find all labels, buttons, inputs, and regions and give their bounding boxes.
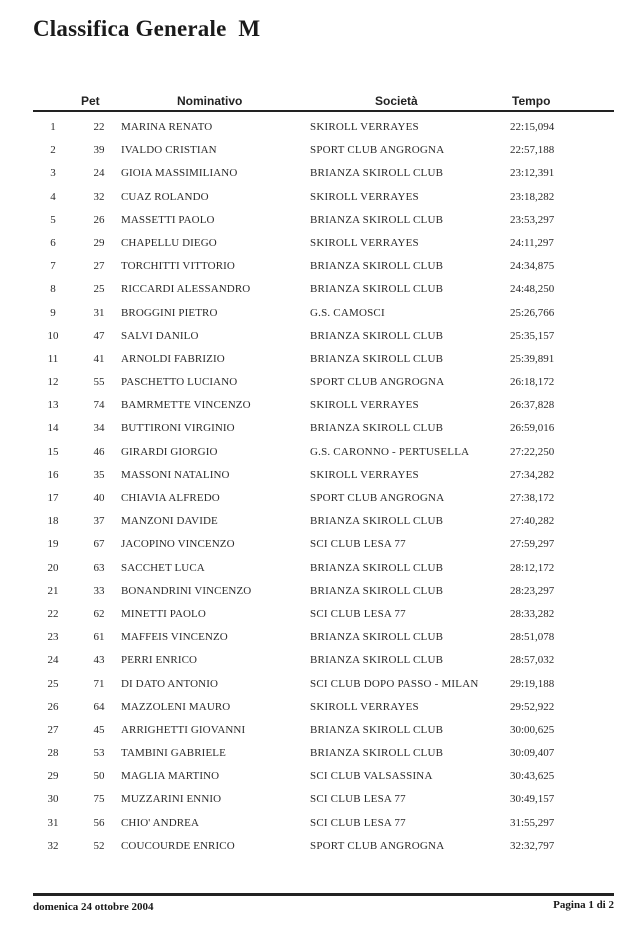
rank-cell: 5 (50, 213, 56, 226)
rank-cell: 1 (50, 121, 56, 133)
time-cell: 22:15,094 (510, 121, 555, 133)
athlete-name-cell: CUAZ ROLANDO (121, 190, 209, 203)
table-row (0, 488, 644, 511)
bib-number-cell: 55 (93, 376, 105, 389)
athlete-name-cell: IVALDO CRISTIAN (121, 144, 217, 157)
column-header-pet: Pet (81, 94, 100, 108)
table-row (0, 279, 644, 302)
rank-cell: 28 (47, 747, 59, 760)
rank-cell: 11 (47, 352, 59, 365)
club-cell: SKIROLL VERRAYES (310, 468, 419, 481)
club-cell: SPORT CLUB ANGROGNA (310, 376, 445, 389)
time-cell: 28:33,282 (510, 607, 555, 620)
athlete-name-cell: SACCHET LUCA (121, 561, 205, 574)
rank-cell: 25 (47, 677, 59, 690)
table-row (0, 187, 644, 210)
athlete-name-cell: CHAPELLU DIEGO (121, 236, 217, 249)
bib-number-cell: 33 (93, 584, 105, 597)
time-cell: 31:55,297 (510, 816, 555, 829)
club-cell: SKIROLL VERRAYES (310, 190, 419, 203)
rank-cell: 13 (47, 399, 59, 412)
bib-number-cell: 39 (93, 144, 105, 157)
bib-number-cell: 26 (93, 213, 105, 226)
table-row (0, 140, 644, 163)
page-title: Classifica Generale M (33, 16, 261, 41)
athlete-name-cell: GIOIA MASSIMILIANO (121, 167, 238, 180)
bib-number-cell: 62 (93, 607, 105, 620)
time-cell: 22:57,188 (510, 144, 555, 157)
bib-number-cell: 64 (93, 700, 105, 713)
time-cell: 24:34,875 (510, 260, 555, 273)
rank-cell: 29 (47, 770, 59, 783)
club-cell: SPORT CLUB ANGROGNA (310, 492, 445, 504)
bib-number-cell: 40 (93, 492, 105, 504)
table-row (0, 720, 644, 743)
club-cell: BRIANZA SKIROLL CLUB (310, 283, 444, 296)
rank-cell: 30 (47, 793, 59, 806)
rank-cell: 21 (47, 584, 59, 597)
bib-number-cell: 29 (93, 236, 105, 249)
time-cell: 26:18,172 (510, 376, 555, 389)
time-cell: 23:12,391 (510, 167, 555, 180)
club-cell: BRIANZA SKIROLL CLUB (310, 723, 444, 736)
table-row (0, 442, 644, 465)
time-cell: 27:59,297 (510, 538, 555, 551)
club-cell: SCI CLUB LESA 77 (310, 816, 406, 829)
time-cell: 24:11,297 (510, 236, 554, 249)
club-cell: SCI CLUB VALSASSINA (310, 770, 433, 783)
time-cell: 27:34,282 (510, 468, 555, 481)
athlete-name-cell: CHIO' ANDREA (121, 816, 200, 829)
table-row (0, 697, 644, 720)
rank-cell: 8 (50, 283, 56, 296)
rank-cell: 31 (47, 816, 59, 829)
club-cell: BRIANZA SKIROLL CLUB (310, 631, 444, 644)
time-cell: 26:37,828 (510, 399, 555, 412)
time-cell: 25:39,891 (510, 352, 555, 365)
bib-number-cell: 43 (93, 654, 105, 667)
club-cell: SPORT CLUB ANGROGNA (310, 144, 445, 157)
bib-number-cell: 67 (93, 538, 105, 551)
club-cell: G.S. CARONNO - PERTUSELLA (310, 445, 470, 458)
table-row (0, 117, 644, 140)
club-cell: BRIANZA SKIROLL CLUB (310, 213, 444, 226)
table-row (0, 581, 644, 604)
time-cell: 25:26,766 (510, 306, 555, 319)
footer-page-number: Pagina 1 di 2 (553, 899, 614, 911)
rank-cell: 12 (47, 376, 59, 389)
time-cell: 28:23,297 (510, 584, 555, 597)
table-row (0, 256, 644, 279)
athlete-name-cell: MAFFEIS VINCENZO (121, 631, 228, 644)
table-row (0, 534, 644, 557)
club-cell: SKIROLL VERRAYES (310, 236, 419, 249)
rank-cell: 16 (47, 468, 59, 481)
club-cell: SCI CLUB LESA 77 (310, 538, 406, 551)
athlete-name-cell: MARINA RENATO (121, 121, 213, 133)
time-cell: 27:38,172 (510, 492, 555, 504)
column-header-societa: Società (375, 94, 418, 108)
time-cell: 30:00,625 (510, 723, 555, 736)
club-cell: BRIANZA SKIROLL CLUB (310, 352, 444, 365)
time-cell: 25:35,157 (510, 329, 555, 342)
club-cell: BRIANZA SKIROLL CLUB (310, 561, 444, 574)
time-cell: 30:43,625 (510, 770, 555, 783)
athlete-name-cell: TAMBINI GABRIELE (121, 747, 226, 760)
rank-cell: 2 (50, 144, 56, 157)
bib-number-cell: 47 (93, 329, 105, 342)
athlete-name-cell: CHIAVIA ALFREDO (121, 492, 220, 504)
header-divider (33, 110, 614, 112)
bib-number-cell: 37 (93, 515, 105, 528)
bib-number-cell: 50 (93, 770, 105, 783)
club-cell: G.S. CAMOSCI (310, 306, 385, 319)
bib-number-cell: 75 (93, 793, 105, 806)
athlete-name-cell: ARNOLDI FABRIZIO (121, 352, 225, 365)
club-cell: SKIROLL VERRAYES (310, 121, 419, 133)
time-cell: 32:32,797 (510, 839, 555, 852)
rank-cell: 15 (47, 445, 59, 458)
club-cell: BRIANZA SKIROLL CLUB (310, 654, 444, 667)
table-row (0, 349, 644, 372)
athlete-name-cell: MASSONI NATALINO (121, 468, 230, 481)
athlete-name-cell: MANZONI DAVIDE (121, 515, 218, 528)
athlete-name-cell: MAZZOLENI MAURO (121, 700, 231, 713)
club-cell: BRIANZA SKIROLL CLUB (310, 747, 444, 760)
club-cell: BRIANZA SKIROLL CLUB (310, 260, 444, 273)
rank-cell: 14 (47, 422, 59, 435)
rank-cell: 24 (47, 654, 59, 667)
table-row (0, 233, 644, 256)
table-row (0, 395, 644, 418)
results-table (0, 117, 644, 859)
time-cell: 28:57,032 (510, 654, 555, 667)
rank-cell: 22 (47, 607, 59, 620)
rank-cell: 9 (50, 306, 56, 319)
club-cell: SPORT CLUB ANGROGNA (310, 839, 445, 852)
time-cell: 24:48,250 (510, 283, 555, 296)
athlete-name-cell: MAGLIA MARTINO (121, 770, 220, 783)
column-header-tempo: Tempo (512, 94, 551, 108)
bib-number-cell: 27 (93, 260, 105, 273)
rank-cell: 18 (47, 515, 59, 528)
athlete-name-cell: MUZZARINI ENNIO (121, 793, 222, 806)
bib-number-cell: 45 (93, 723, 105, 736)
athlete-name-cell: PERRI ENRICO (121, 654, 198, 667)
table-row (0, 465, 644, 488)
bib-number-cell: 56 (93, 816, 105, 829)
club-cell: SCI CLUB LESA 77 (310, 607, 406, 620)
rank-cell: 7 (50, 260, 56, 273)
bib-number-cell: 74 (93, 399, 105, 412)
bib-number-cell: 46 (93, 445, 105, 458)
rank-cell: 6 (50, 236, 56, 249)
time-cell: 30:49,157 (510, 793, 555, 806)
table-row (0, 743, 644, 766)
club-cell: BRIANZA SKIROLL CLUB (310, 329, 444, 342)
athlete-name-cell: MASSETTI PAOLO (121, 213, 215, 226)
rank-cell: 20 (47, 561, 59, 574)
athlete-name-cell: BONANDRINI VINCENZO (121, 584, 252, 597)
table-row (0, 372, 644, 395)
club-cell: BRIANZA SKIROLL CLUB (310, 584, 444, 597)
bib-number-cell: 22 (93, 121, 105, 133)
club-cell: SCI CLUB DOPO PASSO - MILAN (310, 677, 479, 690)
bib-number-cell: 24 (93, 167, 105, 180)
athlete-name-cell: ARRIGHETTI GIOVANNI (121, 723, 246, 736)
bib-number-cell: 63 (93, 561, 105, 574)
athlete-name-cell: BROGGINI PIETRO (121, 306, 218, 319)
column-header-nominativo: Nominativo (177, 94, 243, 108)
athlete-name-cell: DI DATO ANTONIO (121, 677, 219, 690)
bib-number-cell: 41 (93, 352, 105, 365)
table-row (0, 836, 644, 859)
table-row (0, 511, 644, 534)
athlete-name-cell: BUTTIRONI VIRGINIO (121, 422, 235, 435)
time-cell: 28:51,078 (510, 631, 555, 644)
table-row (0, 766, 644, 789)
bib-number-cell: 31 (93, 306, 105, 319)
table-row (0, 604, 644, 627)
rank-cell: 10 (47, 329, 59, 342)
club-cell: BRIANZA SKIROLL CLUB (310, 422, 444, 435)
club-cell: SCI CLUB LESA 77 (310, 793, 406, 806)
time-cell: 27:22,250 (510, 445, 555, 458)
bib-number-cell: 34 (93, 422, 105, 435)
bib-number-cell: 52 (93, 839, 105, 852)
time-cell: 30:09,407 (510, 747, 555, 760)
athlete-name-cell: GIRARDI GIORGIO (121, 445, 218, 458)
club-cell: SKIROLL VERRAYES (310, 700, 419, 713)
table-row (0, 674, 644, 697)
club-cell: BRIANZA SKIROLL CLUB (310, 515, 444, 528)
athlete-name-cell: BAMRMETTE VINCENZO (121, 399, 251, 412)
athlete-name-cell: PASCHETTO LUCIANO (121, 376, 238, 389)
bib-number-cell: 35 (93, 468, 105, 481)
athlete-name-cell: COUCOURDE ENRICO (121, 839, 235, 852)
athlete-name-cell: JACOPINO VINCENZO (121, 538, 235, 551)
table-row (0, 789, 644, 812)
time-cell: 23:18,282 (510, 190, 555, 203)
time-cell: 29:52,922 (510, 700, 555, 713)
table-row (0, 650, 644, 673)
table-row (0, 163, 644, 186)
rank-cell: 26 (47, 700, 59, 713)
bib-number-cell: 61 (93, 631, 105, 644)
time-cell: 28:12,172 (510, 561, 555, 574)
bib-number-cell: 71 (93, 677, 105, 690)
rank-cell: 19 (47, 538, 59, 551)
time-cell: 27:40,282 (510, 515, 555, 528)
time-cell: 23:53,297 (510, 213, 555, 226)
time-cell: 29:19,188 (510, 677, 555, 690)
athlete-name-cell: TORCHITTI VITTORIO (121, 260, 235, 273)
club-cell: SKIROLL VERRAYES (310, 399, 419, 412)
bib-number-cell: 53 (93, 747, 105, 760)
bib-number-cell: 25 (93, 283, 105, 296)
table-row (0, 303, 644, 326)
athlete-name-cell: MINETTI PAOLO (121, 607, 206, 620)
rank-cell: 23 (47, 631, 59, 644)
table-row (0, 418, 644, 441)
table-row (0, 813, 644, 836)
time-cell: 26:59,016 (510, 422, 555, 435)
table-row (0, 627, 644, 650)
footer-divider (33, 893, 614, 896)
rank-cell: 4 (50, 190, 56, 203)
rank-cell: 32 (47, 839, 59, 852)
rank-cell: 17 (47, 492, 59, 504)
table-row (0, 326, 644, 349)
table-row (0, 210, 644, 233)
rank-cell: 3 (50, 167, 56, 180)
athlete-name-cell: SALVI DANILO (121, 329, 199, 342)
footer-date: domenica 24 ottobre 2004 (33, 901, 154, 913)
bib-number-cell: 32 (93, 190, 105, 203)
athlete-name-cell: RICCARDI ALESSANDRO (121, 283, 251, 296)
table-row (0, 558, 644, 581)
club-cell: BRIANZA SKIROLL CLUB (310, 167, 444, 180)
rank-cell: 27 (47, 723, 59, 736)
